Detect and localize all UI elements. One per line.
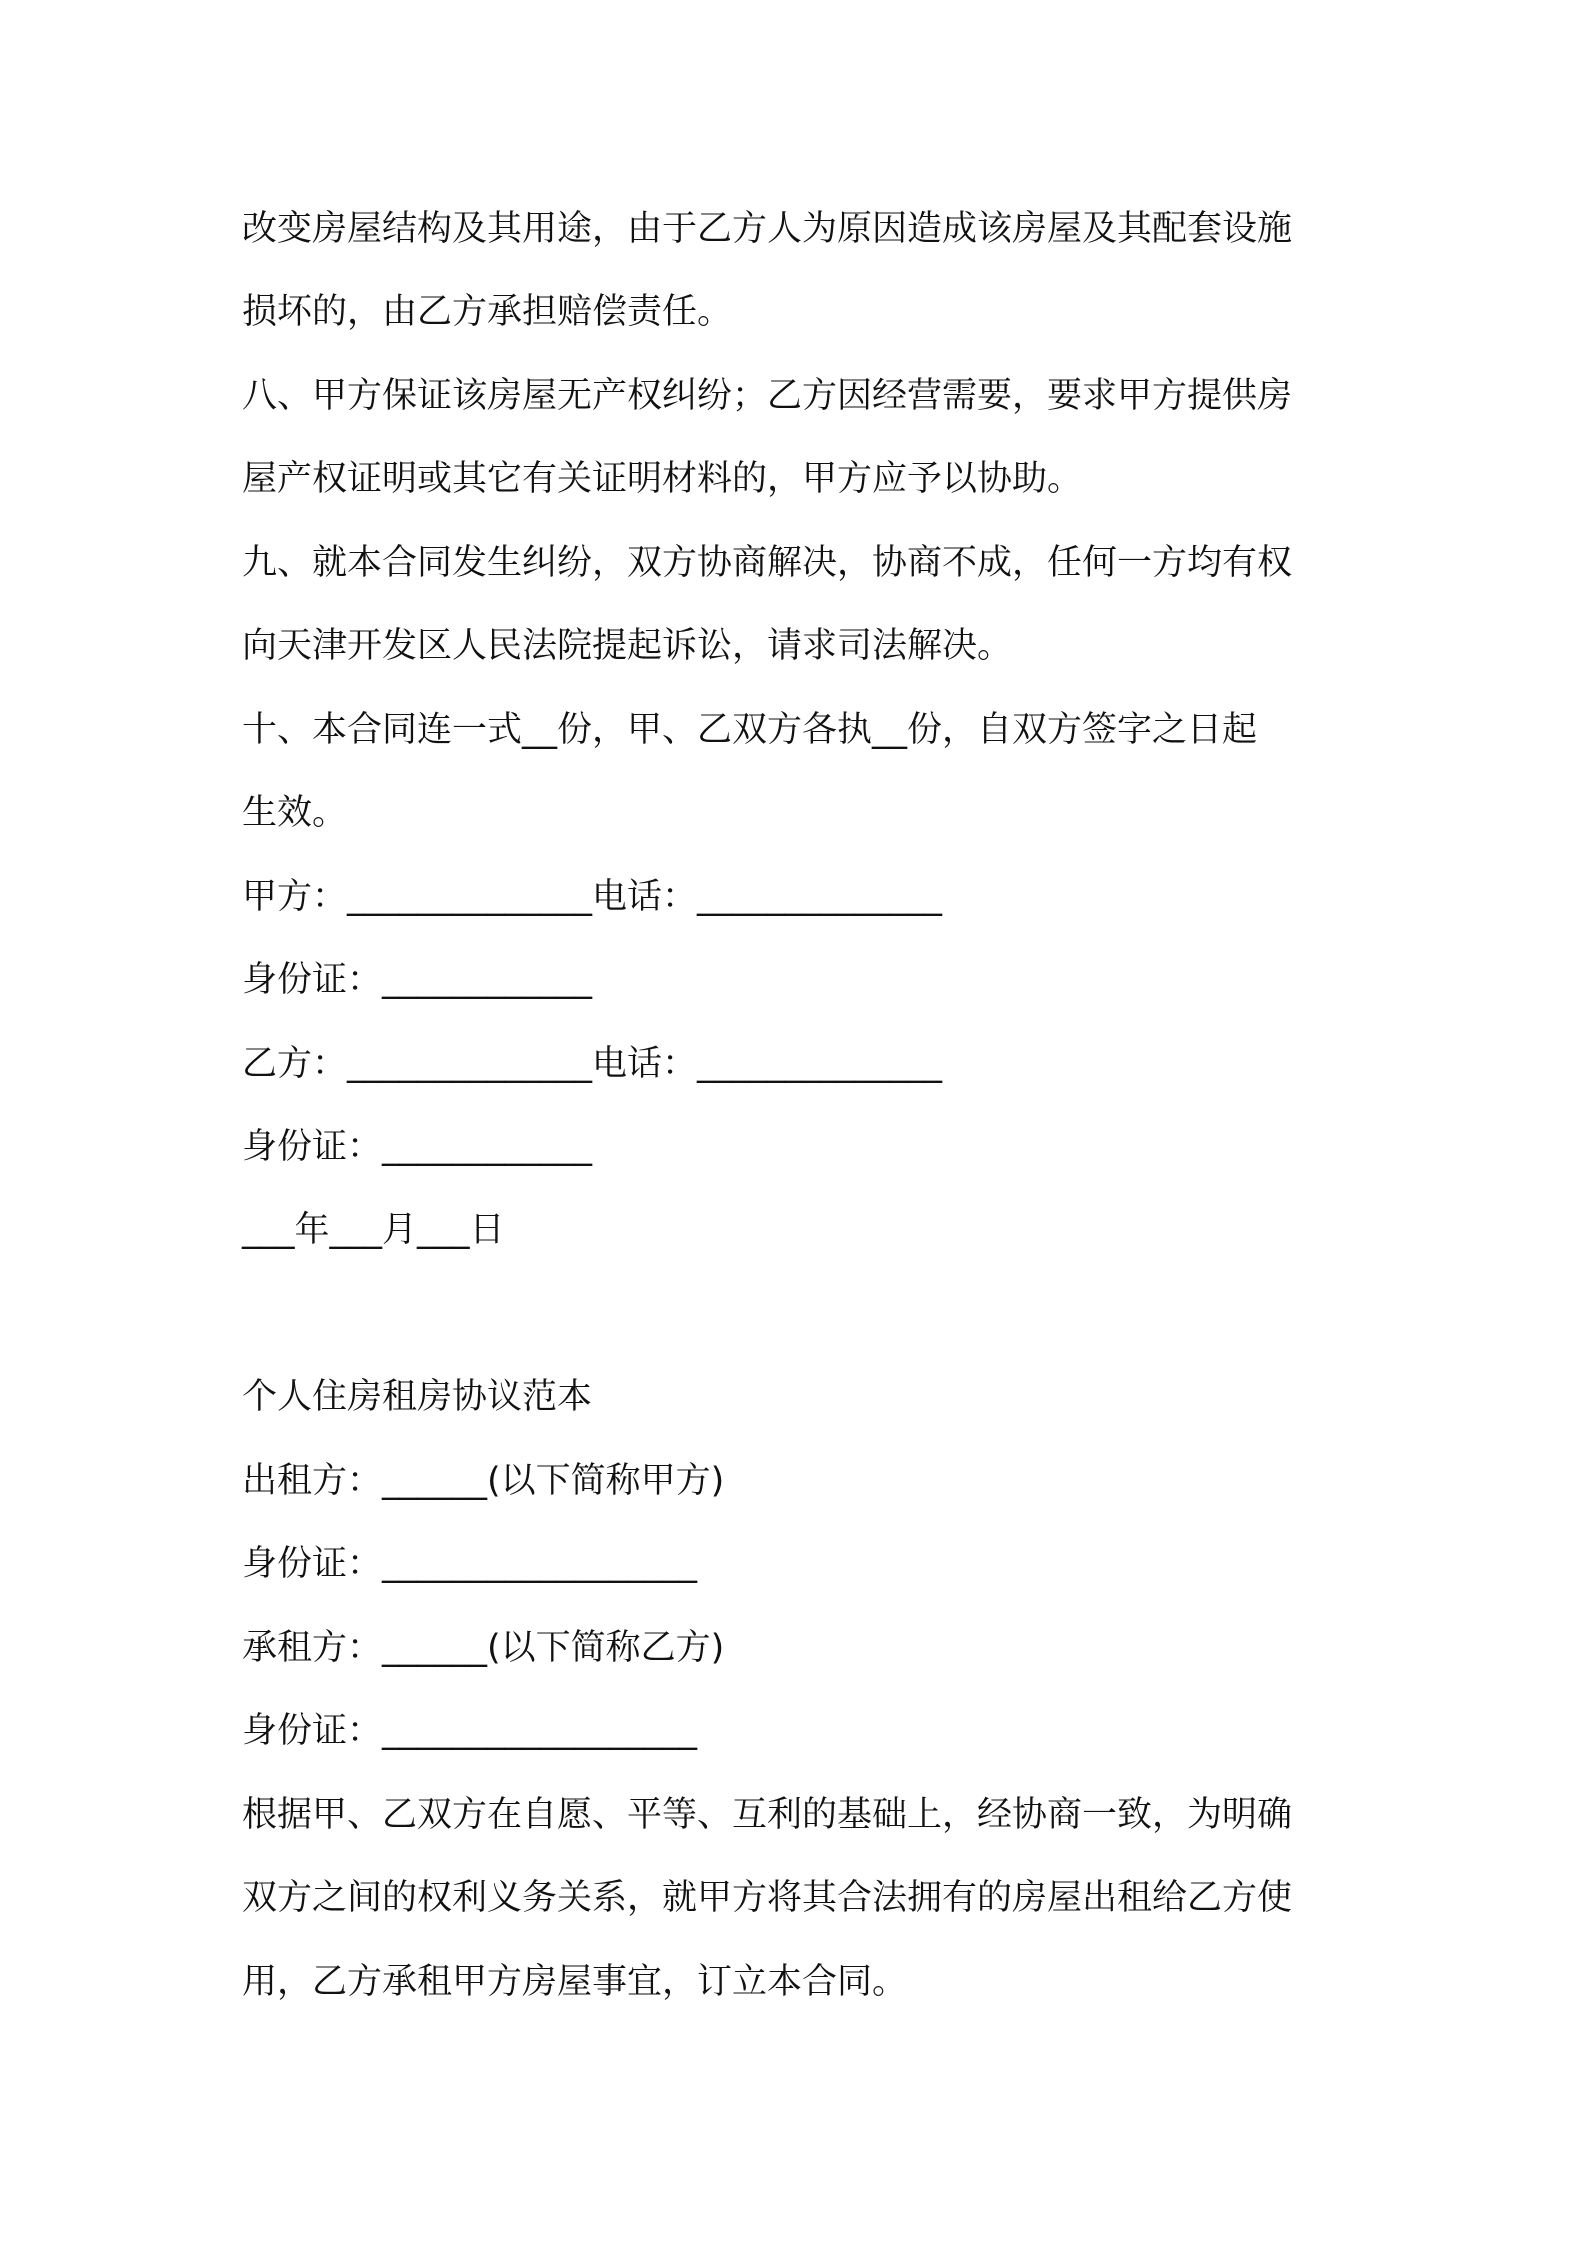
section-title: 个人住房租房协议范本: [242, 1377, 593, 1417]
lessee-line: 承租方：______(以下简称乙方): [242, 1628, 725, 1668]
party-a-id-line: 身份证：____________: [242, 960, 593, 1000]
lessee-id-line: 身份证：__________________: [242, 1711, 698, 1751]
clause-8-line-1: 八、甲方保证该房屋无产权纠纷；乙方因经营需要，要求甲方提供房: [242, 376, 1293, 416]
date-line: ___年___月___日: [242, 1210, 505, 1250]
preamble-line-1: 根据甲、乙双方在自愿、平等、互利的基础上，经协商一致，为明确: [242, 1795, 1293, 1835]
lessor-line: 出租方：______(以下简称甲方): [242, 1461, 725, 1501]
clause-9-line-2: 向天津开发区人民法院提起诉讼，请求司法解决。: [242, 626, 1013, 666]
clause-7-continuation-line-1: 改变房屋结构及其用途，由于乙方人为原因造成该房屋及其配套设施: [242, 209, 1293, 249]
clause-7-continuation-line-2: 损坏的，由乙方承担赔偿责任。: [242, 292, 733, 332]
clause-9-line-1: 九、就本合同发生纠纷，双方协商解决，协商不成，任何一方均有权: [242, 543, 1293, 583]
clause-10-line-2: 生效。: [242, 793, 348, 833]
preamble-line-2: 双方之间的权利义务关系，就甲方将其合法拥有的房屋出租给乙方使: [242, 1878, 1293, 1918]
party-a-signature-line: 甲方：______________电话：______________: [242, 877, 943, 917]
party-b-signature-line: 乙方：______________电话：______________: [242, 1044, 943, 1084]
clause-8-line-2: 屋产权证明或其它有关证明材料的，甲方应予以协助。: [242, 459, 1083, 499]
lessor-id-line: 身份证：__________________: [242, 1544, 698, 1584]
clause-10-line-1: 十、本合同连一式__份，甲、乙双方各执__份，自双方签字之日起: [242, 710, 1258, 750]
preamble-line-3: 用，乙方承租甲方房屋事宜，订立本合同。: [242, 1962, 908, 2002]
party-b-id-line: 身份证：____________: [242, 1127, 593, 1167]
